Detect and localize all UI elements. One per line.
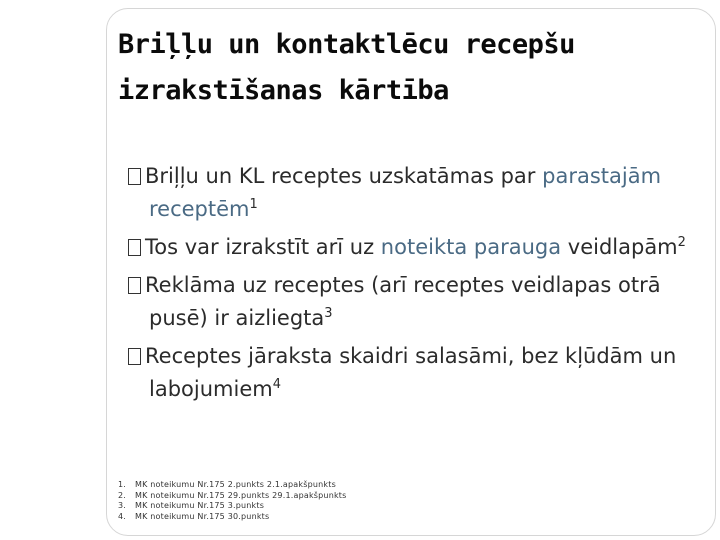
bullet-list <box>128 160 708 411</box>
missing-glyph-box-icon <box>128 348 141 365</box>
bullet-item: Briļļu un KL receptes uzskatāmas par parastajām receptēm$^1$ <box>128 160 708 226</box>
slide-title <box>118 22 678 114</box>
footnote-ref: 2 <box>677 235 686 250</box>
bullet-item: Reklāma uz receptes (arī receptes veidlapas otrā pusē) ir aizliegta$^3$ <box>128 269 708 335</box>
bullet-item: Receptes jāraksta skaidri salasāmi, bez kļūdām un labojumiem$^4$ <box>128 340 708 406</box>
bullet-item: Tos var izrakstīt arī uz noteikta parauga veidlapām$^2$ <box>128 231 708 264</box>
missing-glyph-box-icon <box>128 239 141 256</box>
footnote-item: 2. MK noteikumu Nr.175 29.punkts 29.1.apakšpunkts <box>118 490 347 500</box>
missing-glyph-box-icon <box>128 168 141 185</box>
footnote-ref: 1 <box>249 197 258 212</box>
bullet-highlight: parastajām receptēm <box>149 164 662 221</box>
footnote-item: 3. MK noteikumu Nr.175 3.punkts <box>118 501 265 510</box>
missing-glyph-box-icon <box>128 277 141 294</box>
footnote-list <box>118 480 518 522</box>
footnote-item: 4. MK noteikumu Nr.175 30.punkts <box>118 511 270 521</box>
footnote-ref: 3 <box>324 306 333 321</box>
bullet-highlight: noteikta parauga <box>380 235 562 259</box>
footnote-ref: 4 <box>272 377 281 392</box>
footnote-item: 1. MK noteikumu Nr.175 2.punkts 2.1.apakšpunkts <box>118 480 336 489</box>
title-line-2: izrakstīšanas kārtība <box>118 75 449 106</box>
title-line-1: Briļļu un kontaktlēcu recepšu <box>118 29 575 60</box>
